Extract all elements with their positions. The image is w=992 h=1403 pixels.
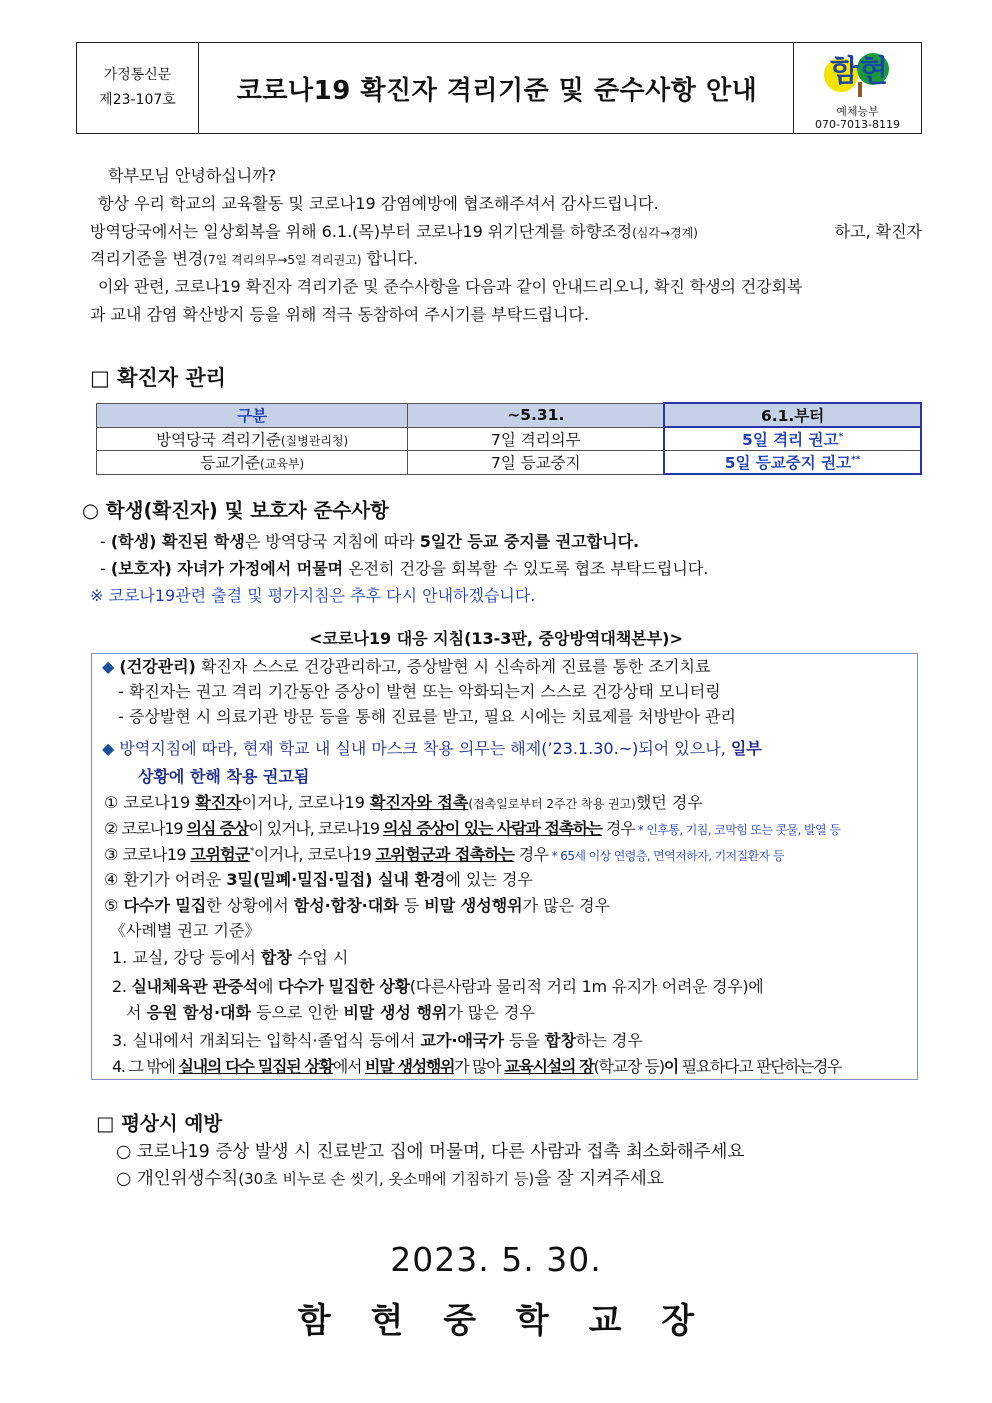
letter-header [76, 42, 922, 134]
intro-line-2: 항상 우리 학교의 교육활동 및 코로나19 감염예방에 협조해주셔서 감사드립니다. [98, 194, 659, 213]
diamond-icon: ◆ [102, 739, 115, 758]
phone-number: 070-7013-8119 [815, 118, 900, 131]
condition-3: ③ 코로나19 고위험군*이거나, 코로나19 고위험군과 접촉하는 경우 * 65세 이상 연령층, 면역저하자, 기저질환자 등 [104, 845, 784, 864]
header-before: ~5.31. [408, 403, 664, 427]
school-logo [823, 49, 895, 99]
intro-line-4: 격리기준을 변경(7일 격리의무→5일 격리권고) 합니다. [90, 249, 419, 268]
intro-line-5: 이와 관련, 코로나19 확진자 격리기준 및 준수사항을 다음과 같이 안내드리오니, 확진 학생의 건강회복 [98, 277, 803, 296]
intro-line-3: 방역당국에서는 일상회복을 위해 6.1.(목)부터 코로나19 위기단계를 하향조정 (심각→경계) 하고, 확진자 [90, 222, 922, 241]
condition-5: ⑤ 다수가 밀집한 상황에서 함성·합창·대화 등 비말 생성행위가 많은 경우 [104, 896, 611, 915]
health-management: ◆ (건강관리) 확진자 스스로 건강관리하고, 증상발현 시 신속하게 진료를 통한 조기치료 [102, 657, 711, 676]
case-3: 3. 실내에서 개최되는 입학식·졸업식 등에서 교가·애국가 등을 합창하는 경우 [112, 1031, 643, 1050]
doc-type: 가정통신문 [103, 67, 172, 83]
case-2-cont: 서 응원 함성·대화 등으로 인한 비말 생성 행위가 많은 경우 [126, 1003, 535, 1022]
table-row [97, 427, 922, 451]
table-row [97, 451, 922, 475]
health-sub-2: - 증상발현 시 의료기관 방문 등을 통해 진료를 받고, 필요 시에는 치료제를 처방받아 관리 [118, 707, 736, 726]
compliance-student: - (학생) 확진된 학생은 방역당국 지침에 따라 5일간 등교 중지를 권고합니다. [100, 532, 640, 551]
intro-line-6: 과 교내 감염 확산방지 등을 위해 적극 동참하여 주시기를 부탁드립니다. [90, 305, 590, 324]
row-after: 5일 등교중지 권고** [664, 451, 921, 475]
doc-number: 제23-107호 [99, 92, 176, 108]
mask-policy-cont: 상황에 한해 착용 권고됨 [138, 767, 310, 786]
greeting: 학부모님 안녕하십니까? [108, 166, 277, 185]
prevention-2: ○ 개인위생수칙(30초 비누로 손 씻기, 옷소매에 기침하기 등)을 잘 지켜주세요 [116, 1169, 664, 1189]
case-4: 4. 그 밖에 실내의 다수 밀집된 상황에서 비말 생성행위가 많아 교육시설의 장(학교장 등)이 필요하다고 판단하는경우 [112, 1057, 842, 1076]
compliance-guardian: - (보호자) 자녀가 가정에서 머물며 온전히 건강을 회복할 수 있도록 협조 부탁드립니다. [100, 559, 709, 578]
condition-2: ② 코로나19 의심 증상이 있거나, 코로나19 의심 증상이 있는 사람과 접촉하는 경우 * 인후통, 기침, 코막힘 또는 콧물, 발열 등 [104, 819, 841, 838]
guide-title: <코로나19 대응 지침(13-3판, 중앙방역대책본부)> [309, 629, 683, 648]
row-after: 5일 격리 권고* [664, 427, 921, 451]
diamond-icon: ◆ [102, 657, 115, 676]
prevention-1: ○ 코로나19 증상 발생 시 진료받고 집에 머물며, 다른 사람과 접촉 최소화해주세요 [116, 1142, 745, 1162]
section-title-compliance: ○ 학생(확진자) 및 보호자 준수사항 [82, 499, 389, 522]
header-category: 구분 [97, 403, 408, 427]
section-title-management: □ 확진자 관리 [90, 366, 226, 390]
mask-policy: ◆ 방역지침에 따라, 현재 학교 내 실내 마스크 착용 의무는 해제(’23.1.30.~)되어 있으나, 일부 [102, 739, 762, 758]
row-label: 방역당국 격리기준(질병관리청) [97, 427, 408, 451]
condition-4: ④ 환기가 어려운 3밀(밀폐·밀집·밀접) 실내 환경에 있는 경우 [104, 870, 533, 889]
logo-text: 함현 [830, 54, 888, 89]
condition-1: ① 코로나19 확진자이거나, 코로나19 확진자와 접촉(접촉일로부터 2주간 착용 권고)했던 경우 [104, 793, 703, 812]
row-label: 등교기준(교육부) [97, 451, 408, 475]
doc-id-cell [77, 43, 199, 133]
case-1: 1. 교실, 강당 등에서 합창 수업 시 [112, 948, 349, 967]
table-header-row [97, 403, 922, 427]
row-before: 7일 등교중지 [408, 451, 664, 475]
case-criteria-title: 《사례별 권고 기준》 [110, 921, 261, 940]
attendance-note: ※ 코로나19관련 출결 및 평가지침은 추후 다시 안내하겠습니다. [90, 586, 536, 605]
school-logo-cell [793, 43, 921, 133]
header-after: 6.1.부터 [664, 403, 921, 427]
case-2: 2. 실내체육관 관중석에 다수가 밀집한 상황(다른사람과 물리적 거리 1m 유지가 어려운 경우)에 [112, 977, 764, 996]
isolation-table [96, 402, 922, 475]
row-before: 7일 격리의무 [408, 427, 664, 451]
health-sub-1: - 확진자는 권고 격리 기간동안 증상이 발현 또는 악화되는지 스스로 건강상태 모니터링 [118, 682, 721, 701]
page-title: 코로나19 확진자 격리기준 및 준수사항 안내 [236, 75, 758, 106]
department: 예체능부 [836, 105, 879, 118]
issue-date: 2023. 5. 30. [390, 1240, 602, 1279]
section-title-prevention: □ 평상시 예방 [96, 1112, 223, 1135]
guide-box [91, 653, 918, 1080]
principal-signature: 함 현 중 학 교 장 [297, 1301, 709, 1341]
